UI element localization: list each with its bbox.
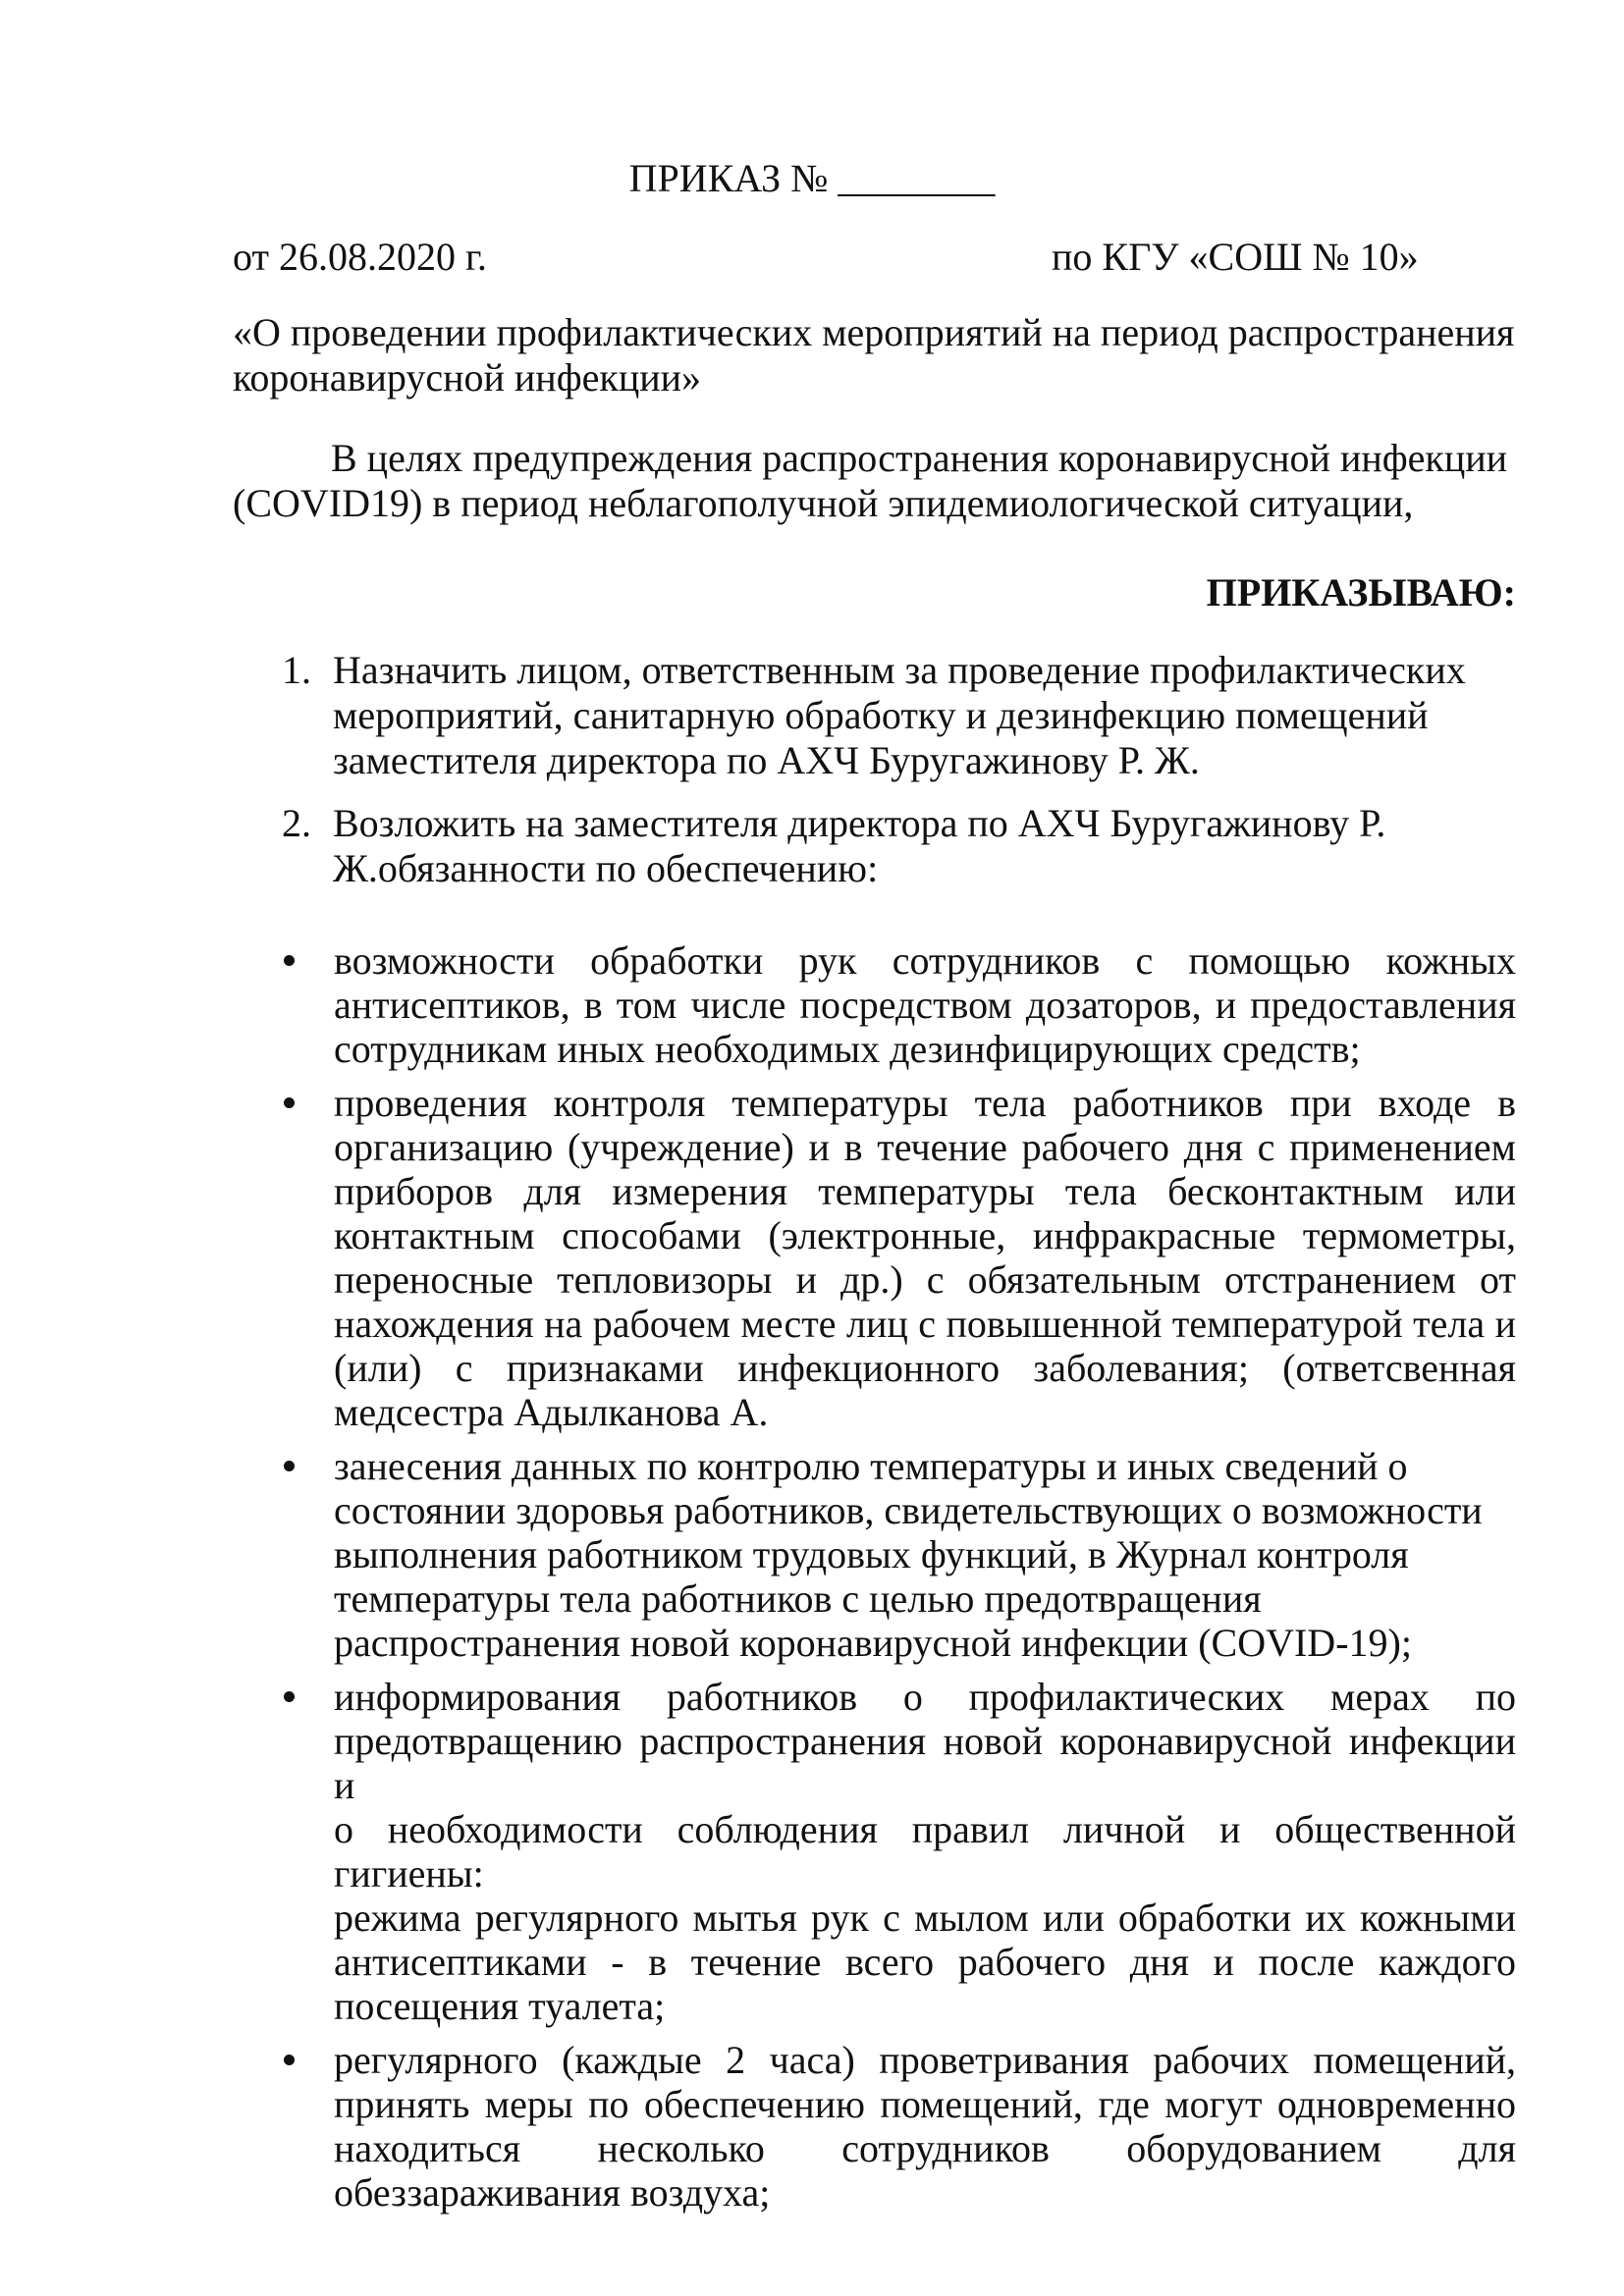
bullet-line: регулярного (каждые 2 часа) проветривания рабочих помещений, <box>334 2038 1516 2082</box>
item-line: Назначить лицом, ответственным за проведение профилактических <box>333 648 1466 692</box>
bullet-icon <box>284 955 295 966</box>
intro-line: (COVID19) в период неблагополучной эпидемиологической ситуации, <box>233 481 1414 525</box>
bullet-item <box>233 2038 1516 2215</box>
bullet-line: нахождения на рабочем месте лиц с повышенной температурой тела и <box>334 1302 1516 1346</box>
document-date: от 26.08.2020 г. <box>233 235 487 279</box>
intro-line: В целях предупреждения распространения коронавирусной инфекции <box>331 436 1508 480</box>
item-text <box>333 648 1516 783</box>
bullet-text <box>334 938 1516 1071</box>
bullet-line: приборов для измерения температуры тела бесконтактным или <box>334 1169 1516 1213</box>
bullet-item <box>233 1081 1516 1434</box>
bullet-text <box>334 2038 1516 2215</box>
item-number: 1. <box>282 648 311 692</box>
bullet-line: переносные тепловизоры и др.) с обязательным отстранением от <box>334 1257 1516 1302</box>
item-number: 2. <box>282 801 311 845</box>
bullet-line: режима регулярного мытья рук с мылом или обработки их кожными <box>334 1896 1516 1940</box>
intro-paragraph <box>233 436 1509 526</box>
bullet-icon <box>284 1691 295 1702</box>
bullet-line: выполнения работником трудовых функций, в Журнал контроля <box>334 1532 1409 1576</box>
bullet-line: сотрудникам иных необходимых дезинфицирующих средств; <box>334 1027 1361 1071</box>
document-subject <box>233 310 1515 400</box>
item-line: заместителя директора по АХЧ Буругажинову Р. Ж. <box>333 738 1200 782</box>
bullet-line: посещения туалета; <box>334 1984 666 2028</box>
bullet-line: состоянии здоровья работников, свидетельствующих о возможности <box>334 1488 1483 1532</box>
bullet-line: предотвращению распространения новой коронавирусной инфекции и <box>334 1719 1516 1807</box>
item-line: Ж.обязанности по обеспечению: <box>333 846 879 890</box>
bullet-text <box>334 1444 1516 1665</box>
bullet-item <box>233 1675 1516 2028</box>
bullet-line: (или) с признаками инфекционного заболевания; (ответсвенная <box>334 1346 1516 1390</box>
bullet-line: возможности обработки рук сотрудников с помощью кожных <box>334 938 1516 983</box>
item-text <box>333 801 1516 891</box>
bullet-line: контактным способами (электронные, инфракрасные термометры, <box>334 1213 1516 1257</box>
bullet-line: проведения контроля температуры тела работников при входе в <box>334 1081 1516 1125</box>
item-line: мероприятий, санитарную обработку и дезинфекцию помещений <box>333 693 1429 737</box>
date-row <box>233 234 1419 281</box>
subject-line: «О проведении профилактических мероприятий на период распространения <box>233 310 1515 354</box>
bullet-line: информирования работников о профилактических мерах по <box>334 1675 1516 1719</box>
bullet-item <box>233 938 1516 1071</box>
bullet-line: находиться несколько сотрудников оборудованием для <box>334 2126 1516 2170</box>
bullet-icon <box>284 1097 295 1108</box>
bullet-list <box>233 938 1516 2224</box>
subject-line: коронавирусной инфекции» <box>233 355 702 400</box>
bullet-line: антисептиков, в том числе посредством дозаторов, и предоставления <box>334 983 1516 1027</box>
item-line: Возложить на заместителя директора по АХЧ Буругажинову Р. <box>333 801 1386 845</box>
order-heading: ПРИКАЗЫВАЮ: <box>1206 570 1516 614</box>
bullet-item <box>233 1444 1516 1665</box>
bullet-line: о необходимости соблюдения правил личной и общественной гигиены: <box>334 1807 1516 1896</box>
bullet-icon <box>284 1461 295 1471</box>
bullet-line: занесения данных по контролю температуры и иных сведений о <box>334 1444 1408 1488</box>
bullet-line: принять меры по обеспечению помещений, где могут одновременно <box>334 2082 1516 2126</box>
bullet-line: обеззараживания воздуха; <box>334 2170 771 2215</box>
bullet-text <box>334 1081 1516 1434</box>
bullet-line: распространения новой коронавирусной инфекции (COVID-19); <box>334 1621 1412 1665</box>
numbered-item-1 <box>233 648 1516 783</box>
bullet-line: организацию (учреждение) и в течение рабочего дня с применением <box>334 1125 1516 1169</box>
document-title: ПРИКАЗ № ________ <box>628 156 996 200</box>
document-organization: по КГУ «СОШ № 10» <box>1052 235 1419 279</box>
bullet-text <box>334 1675 1516 2028</box>
bullet-line: антисептиками - в течение всего рабочего дня и после каждого <box>334 1940 1516 1984</box>
bullet-line: температуры тела работников с целью предотвращения <box>334 1576 1262 1621</box>
numbered-item-2 <box>233 801 1516 891</box>
bullet-icon <box>284 2055 295 2065</box>
bullet-line: медсестра Адылканова А. <box>334 1390 769 1434</box>
